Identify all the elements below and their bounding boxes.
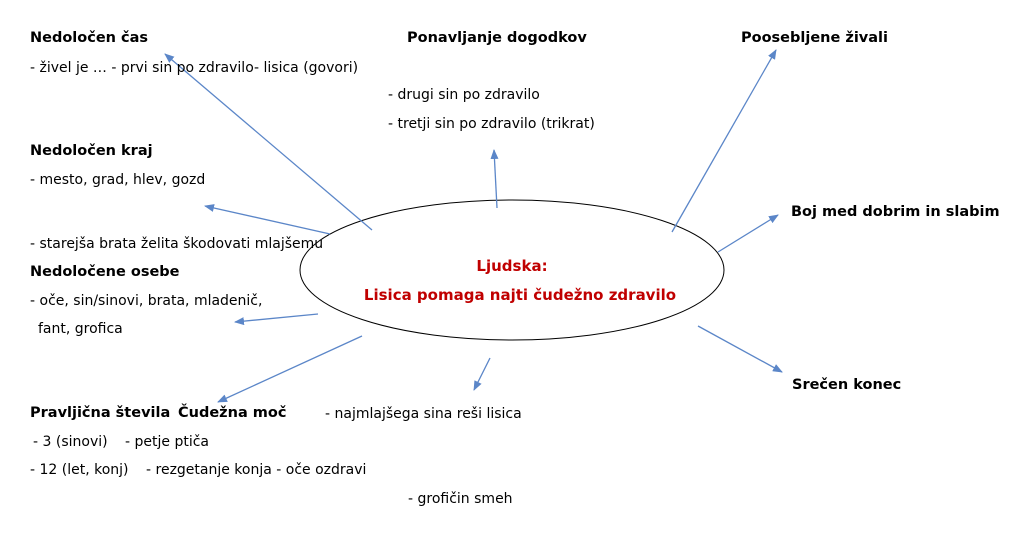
ponavljanje-heading: Ponavljanje dogodkov [407, 30, 587, 46]
center-title-line1: Ljudska: [476, 257, 548, 275]
najmlajsega-text: - najmlajšega sina reši lisica [325, 406, 522, 422]
arrow-to-nedolocene-osebe [235, 314, 318, 322]
pravljicna-line1: - 3 (sinovi) [33, 434, 108, 450]
nedolocen-kraj-heading: Nedoločen kraj [30, 143, 153, 159]
center-title-line2: Lisica pomaga najti čudežno zdravilo [363, 286, 677, 304]
srecen-heading: Srečen konec [792, 377, 902, 393]
nedolocen-kraj-text: - mesto, grad, hlev, gozd [30, 172, 206, 188]
arrow-to-nedolocen-kraj [205, 206, 330, 234]
groficin-text: - grofičin smeh [408, 491, 513, 507]
ponavljanje-item-1: - drugi sin po zdravilo [388, 87, 540, 103]
nedolocene-osebe-line2: fant, grofica [38, 321, 123, 337]
arrow-to-boj [718, 215, 778, 252]
nedolocen-cas-heading: Nedoločen čas [30, 30, 149, 46]
cudezna-heading: Čudežna moč [178, 405, 287, 421]
arrow-to-srecen [698, 326, 782, 372]
boj-heading: Boj med dobrim in slabim [791, 204, 1000, 220]
arrow-to-pravljicna [218, 336, 362, 402]
poosebljene-heading: Poosebljene živali [741, 30, 888, 46]
cudezna-line2: - rezgetanje konja - oče ozdravi [146, 462, 367, 478]
pravljicna-heading: Pravljična števila [30, 405, 171, 421]
arrow-to-najmlajsega [474, 358, 490, 390]
arrow-to-ponavljanje [494, 150, 497, 208]
pravljicna-line2: - 12 (let, konj) [30, 462, 129, 478]
ponavljanje-item-2: - tretji sin po zdravilo (trikrat) [388, 116, 595, 132]
nedolocene-osebe-line1: - oče, sin/sinovi, brata, mladenič, [30, 293, 263, 309]
arrow-to-poosebljene [672, 50, 776, 232]
nedolocene-osebe-heading: Nedoločene osebe [30, 264, 180, 280]
arrow-to-nedolocen-cas [165, 54, 372, 230]
cudezna-line1: - petje ptiča [125, 434, 209, 450]
nedolocen-cas-text: - živel je … - prvi sin po zdravilo- lisica (govori) [30, 60, 359, 76]
starejsa-text: - starejša brata želita škodovati mlajšemu [30, 236, 324, 252]
